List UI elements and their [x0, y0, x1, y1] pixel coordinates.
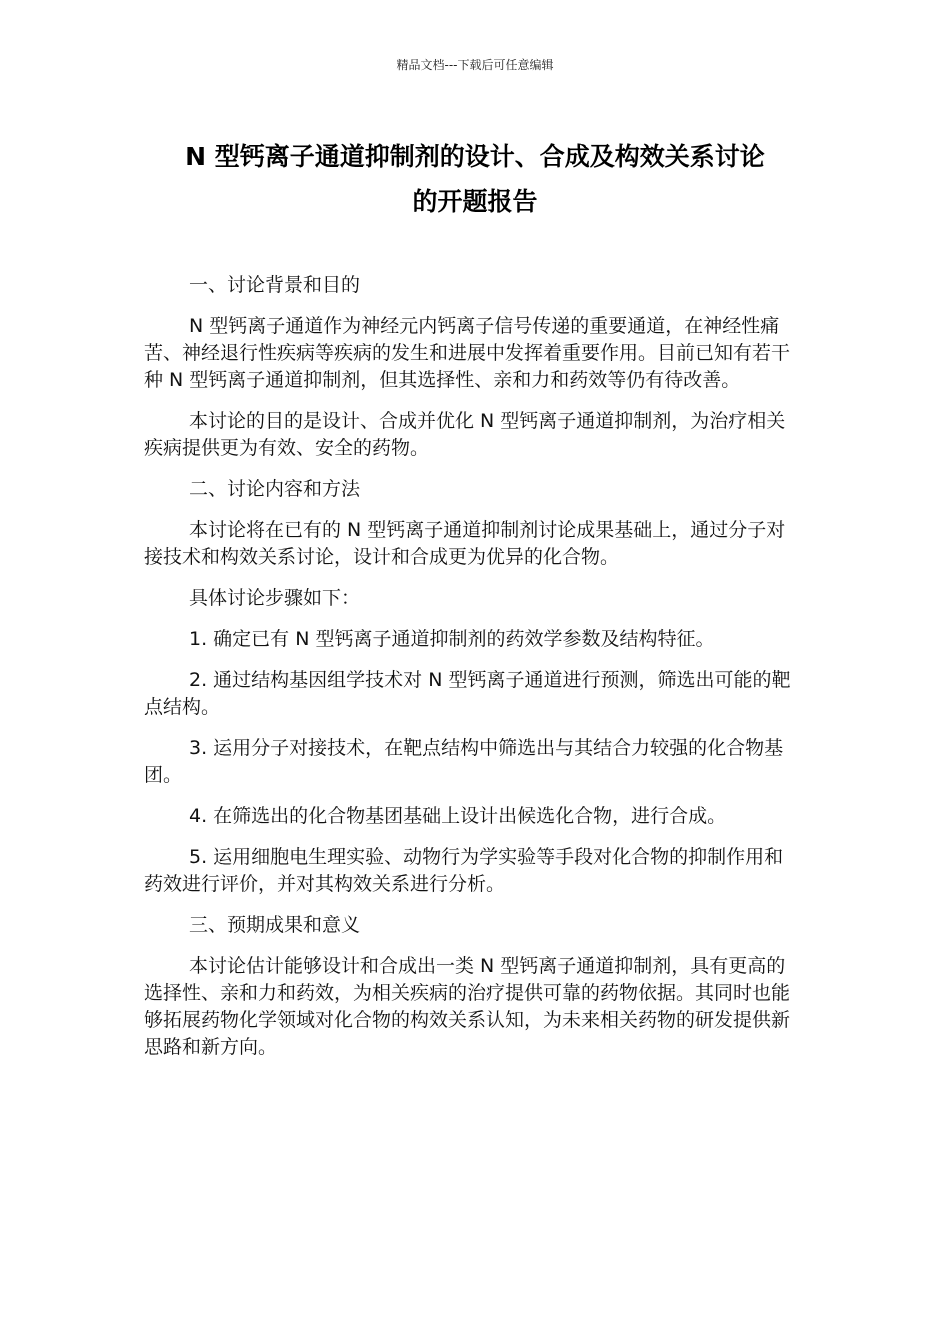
- list-item-step-2: 2. 通过结构基因组学技术对 N 型钙离子通道进行预测，筛选出可能的靶点结构。: [144, 669, 791, 718]
- list-item-step-4: 4. 在筛选出的化合物基团基础上设计出候选化合物，进行合成。: [189, 805, 727, 827]
- paragraph-background: N 型钙离子通道作为神经元内钙离子信号传递的重要通道，在神经性痛苦、神经退行性疾病等疾病的发生和进展中发挥着重要作用。目前已知有若干种 N 型钙离子通道抑制剂，但其选择性、亲和力和药效等仍有待改善。: [144, 315, 791, 391]
- paragraph-methods: 本讨论将在已有的 N 型钙离子通道抑制剂讨论成果基础上，通过分子对接技术和构效关系讨论，设计和合成更为优异的化合物。: [144, 519, 786, 568]
- document-title: [120, 134, 830, 224]
- list-item-step-1: 1. 确定已有 N 型钙离子通道抑制剂的药效学参数及结构特征。: [189, 628, 715, 650]
- title-line-1: N 型钙离子通道抑制剂的设计、合成及构效关系讨论: [185, 142, 765, 171]
- section-heading-methods: 二、讨论内容和方法: [189, 478, 361, 500]
- paragraph-purpose: 本讨论的目的是设计、合成并优化 N 型钙离子通道抑制剂，为治疗相关疾病提供更为有效、安全的药物。: [144, 410, 786, 459]
- list-item-step-3: 3. 运用分子对接技术，在靶点结构中筛选出与其结合力较强的化合物基团。: [144, 737, 784, 786]
- document-body: [144, 272, 800, 1075]
- paragraph-expected-results: 本讨论估计能够设计和合成出一类 N 型钙离子通道抑制剂，具有更高的选择性、亲和力和药效，为相关疾病的治疗提供可靠的药物依据。其同时也能够拓展药物化学领域对化合物的构效关系认知，为未来相关药物的研发提供新思路和新方向。: [144, 955, 791, 1058]
- paragraph-steps-intro: 具体讨论步骤如下：: [189, 587, 361, 609]
- list-item-step-5: 5. 运用细胞电生理实验、动物行为学实验等手段对化合物的抑制作用和药效进行评价，并对其构效关系进行分析。: [144, 846, 784, 895]
- section-heading-background: 一、讨论背景和目的: [189, 274, 361, 296]
- title-line-2: 的开题报告: [412, 187, 538, 216]
- page-header: 精品文档---下载后可任意编辑: [396, 58, 554, 72]
- section-heading-expected-results: 三、预期成果和意义: [189, 914, 361, 936]
